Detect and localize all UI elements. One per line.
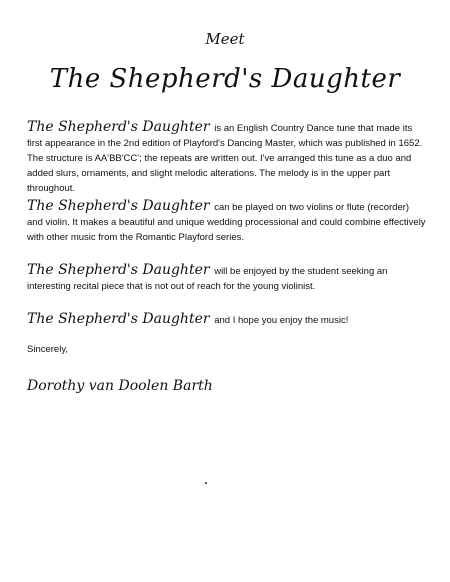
paragraph-intro [27, 120, 427, 196]
paragraph-text: can be played on two violins or flute (recorder) and violin. It makes a beautiful and unique wedding processional and could combine effectively with other music from the Romantic Playford series. [27, 202, 426, 243]
signature: Dorothy van Doolen Barth [27, 378, 213, 394]
stray-dot [205, 482, 207, 484]
meet-heading: Meet [205, 30, 245, 48]
paragraph-lead: The Shepherd's Daughter [27, 198, 210, 214]
paragraph-closing [27, 312, 427, 328]
page-title: The Shepherd's Daughter [49, 64, 401, 94]
paragraph-text: will be enjoyed by the student seeking an interesting recital piece that is not out of reach for the young violinist. [27, 266, 388, 292]
paragraph-student [27, 263, 427, 294]
paragraph-instrumentation [27, 199, 427, 245]
sign-off: Sincerely, [27, 344, 69, 355]
paragraph-lead: The Shepherd's Daughter [27, 262, 210, 278]
paragraph-text: is an English Country Dance tune that made its first appearance in the 2nd edition of Playford's Dancing Master, which was published in 1652. The structure is AA'BB'CC'; the repeats are written out. I've arranged this tune as a duo and added slurs, ornaments, and slight melodic alterations. The melody is in the upper part throughout. [27, 123, 423, 194]
paragraph-lead: The Shepherd's Daughter [27, 119, 210, 135]
paragraph-lead: The Shepherd's Daughter [27, 311, 210, 327]
paragraph-text: and I hope you enjoy the music! [214, 315, 349, 326]
